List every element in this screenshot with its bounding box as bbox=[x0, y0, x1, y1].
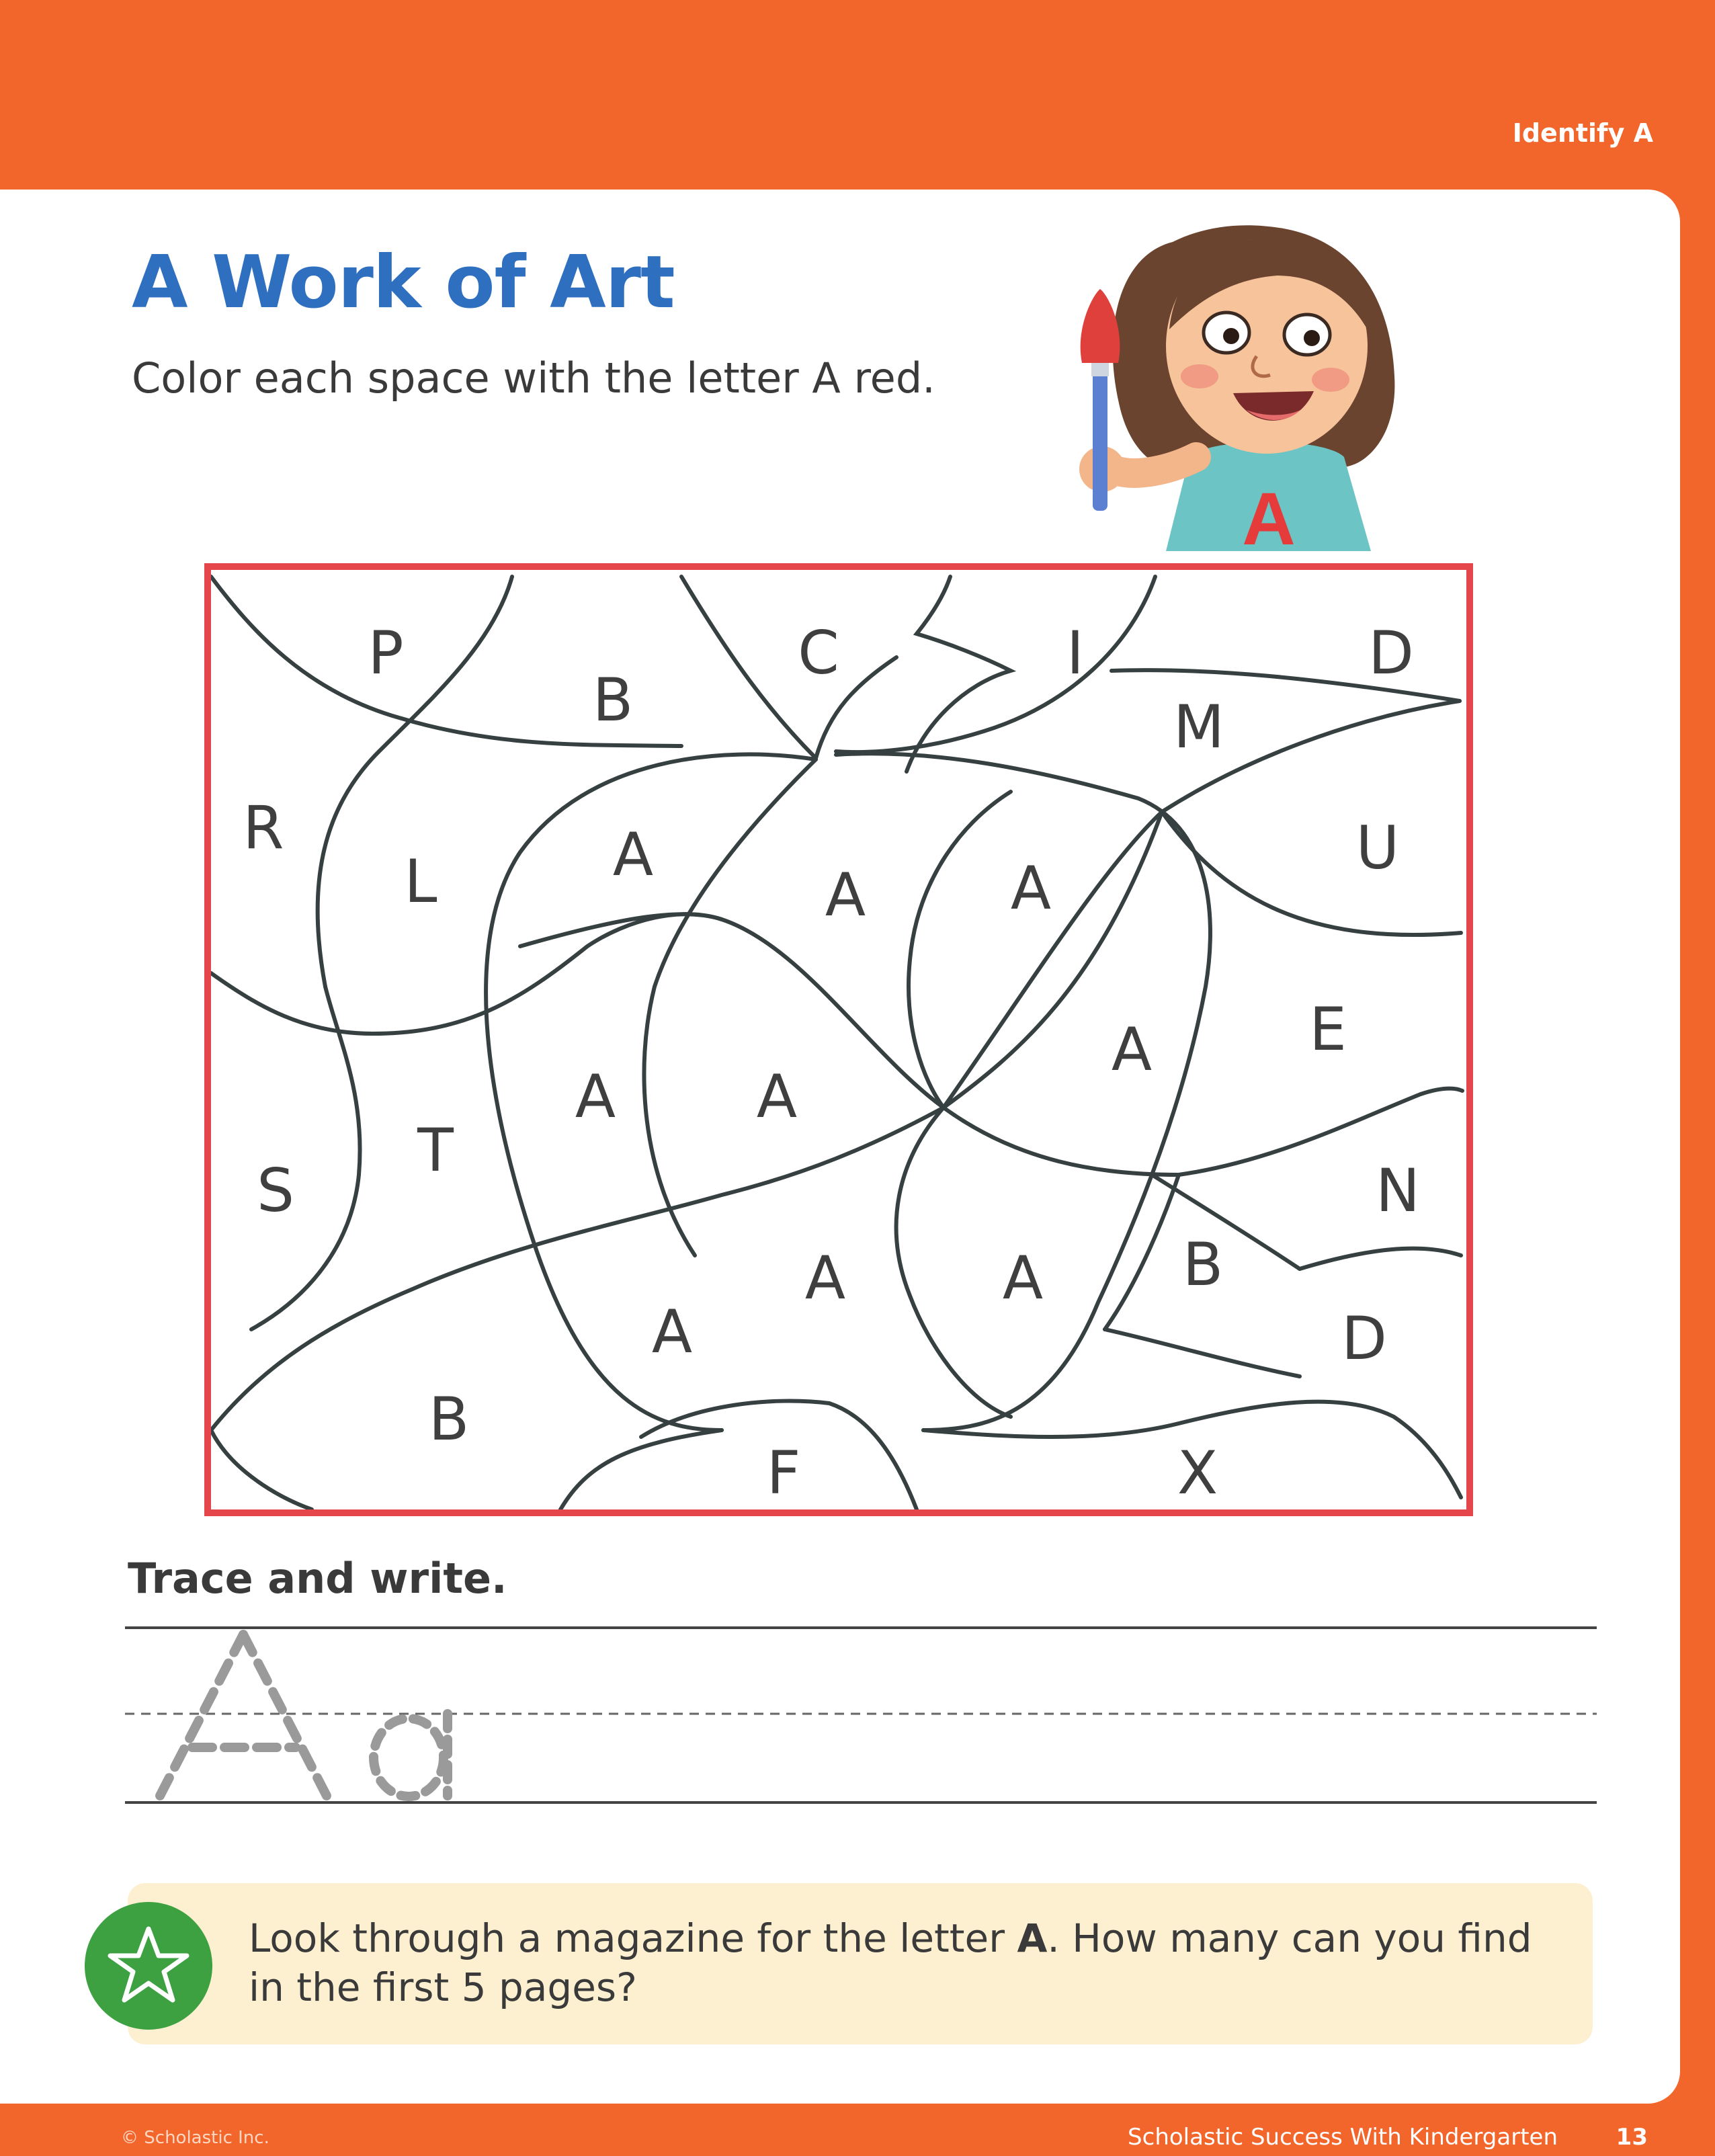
copyright: © Scholastic Inc. bbox=[121, 2128, 269, 2148]
handwriting-lines[interactable] bbox=[125, 1613, 1603, 1815]
puzzle-letter: I bbox=[1066, 618, 1084, 688]
instruction-text: Color each space with the letter A red. bbox=[132, 354, 935, 403]
puzzle-letter: A bbox=[651, 1297, 693, 1366]
book-title: Scholastic Success With Kindergarten bbox=[1128, 2124, 1558, 2151]
puzzle-letter: D bbox=[1368, 618, 1414, 688]
puzzle-letter: C bbox=[798, 618, 839, 688]
puzzle-letter: D bbox=[1341, 1304, 1387, 1373]
puzzle-letter: S bbox=[257, 1156, 294, 1225]
puzzle-letter: L bbox=[404, 847, 437, 916]
puzzle-letter: E bbox=[1309, 995, 1347, 1064]
puzzle-letter: T bbox=[417, 1116, 454, 1185]
puzzle-letter: A bbox=[1111, 1015, 1153, 1084]
puzzle-letter: A bbox=[1002, 1243, 1044, 1313]
tip-text-start: Look through a magazine for the letter bbox=[249, 1915, 1017, 1961]
puzzle-letter: A bbox=[1010, 854, 1052, 923]
shirt-letter: A bbox=[1242, 478, 1296, 561]
puzzle-letter: A bbox=[825, 860, 866, 929]
tip-bold-letter: A bbox=[1017, 1915, 1048, 1961]
star-badge bbox=[85, 1902, 212, 2030]
page-number: 13 bbox=[1616, 2124, 1648, 2151]
star-icon bbox=[85, 1902, 212, 2030]
girl-painter-illustration bbox=[1055, 215, 1458, 571]
puzzle-letter: B bbox=[1182, 1230, 1224, 1299]
puzzle-letter: B bbox=[428, 1384, 470, 1454]
puzzle-letter: A bbox=[804, 1243, 846, 1313]
puzzle-letter: P bbox=[368, 618, 404, 688]
puzzle-letter: A bbox=[575, 1062, 616, 1131]
coloring-puzzle bbox=[204, 563, 1473, 1516]
puzzle-letter: U bbox=[1355, 813, 1400, 882]
tip-text-end: . How many can you find in the first 5 pages? bbox=[249, 1915, 1532, 2010]
puzzle-letter: B bbox=[592, 665, 634, 735]
puzzle-letter: X bbox=[1177, 1438, 1218, 1507]
trace-heading: Trace and write. bbox=[128, 1554, 507, 1603]
puzzle-letter: N bbox=[1376, 1156, 1420, 1225]
trace-letter-uppercase bbox=[160, 1634, 327, 1796]
tip-text bbox=[249, 1914, 1559, 2012]
puzzle-letter: A bbox=[612, 820, 654, 889]
puzzle-letter: R bbox=[243, 793, 284, 862]
section-label: Identify A bbox=[1512, 118, 1653, 148]
puzzle-letter: F bbox=[766, 1438, 801, 1507]
worksheet-title: A Work of Art bbox=[132, 241, 675, 325]
puzzle-letter: A bbox=[756, 1062, 798, 1131]
trace-letter-lowercase bbox=[374, 1714, 448, 1796]
puzzle-letter: M bbox=[1173, 692, 1224, 761]
puzzle-region-lines bbox=[211, 570, 1466, 1509]
